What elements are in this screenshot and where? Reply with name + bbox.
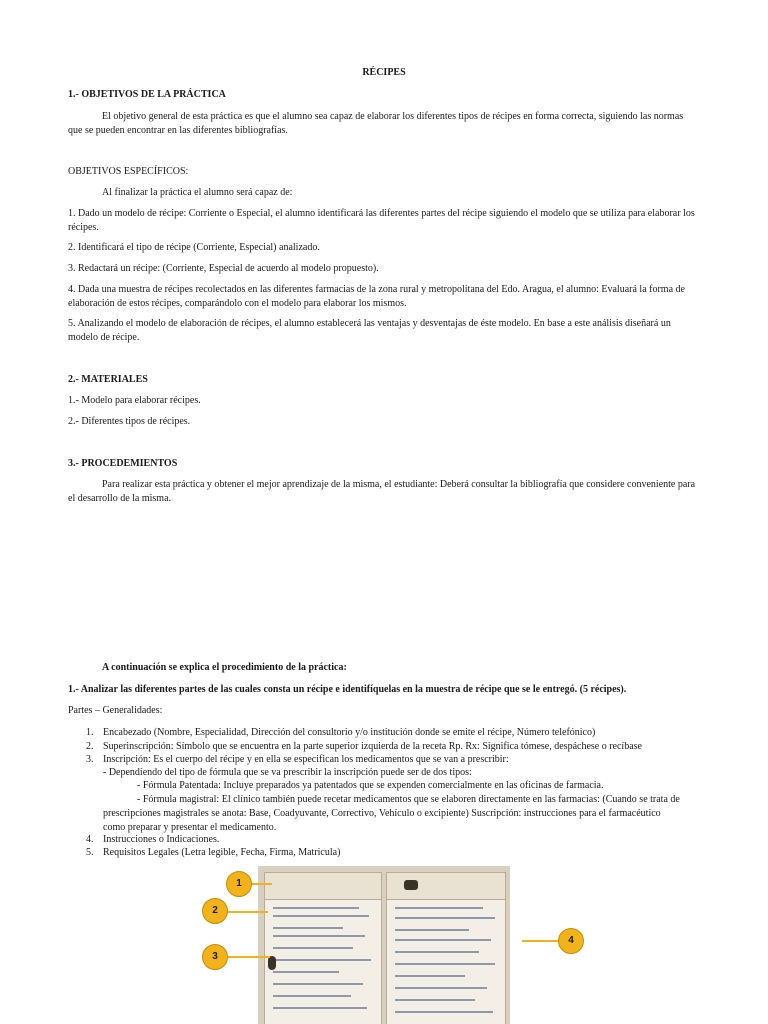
- doc-title: RÉCIPES: [362, 67, 406, 78]
- procedure-heading: A continuación se explica el procedimiento de la práctica:: [102, 662, 347, 673]
- section-2-heading: 2.- MATERIALES: [68, 374, 148, 385]
- list-number: 4.: [86, 834, 94, 845]
- section-1-heading: 1.- OBJETIVOS DE LA PRÁCTICA: [68, 89, 226, 100]
- list-item-requisitos: Requisitos Legales (Letra legible, Fecha, Firma, Matricula): [103, 847, 341, 858]
- list-subitem-magistral: - Fórmula magistral: El clínico también puede recetar medicamentos que se elaboren directamente en las farmacias: (Cuando se trata de prescripciones magistrales se anota: Base, Coadyuvante, Correctivo, Vehículo o excipiente) Suscripción: instrucciones para el farmacéutico como preparar y presentar el medicamento.: [103, 794, 680, 833]
- objetivo-2: 2. Identificará el tipo de récipe (Corriente, Especial) analizado.: [68, 242, 320, 253]
- callout-badge-4: 4: [558, 928, 584, 954]
- objetivo-general: El objetivo general de esta práctica es que el alumno sea capaz de elaborar los diferentes tipos de récipes en forma correcta, siguiendo las normas que se pueden encontrar en las diferentes bibliografías.: [68, 111, 684, 136]
- callout-arrow: [226, 911, 268, 913]
- list-item-instrucciones: Instrucciones o Indicaciones.: [103, 834, 220, 845]
- partes-label: Partes – Generalidades:: [68, 705, 163, 716]
- objetivo-1: 1. Dado un modelo de récipe: Corriente o Especial, el alumno identificará las diferentes partes del récipe siguiendo el modelo que se utiliza para elaborar los récipes.: [68, 208, 695, 233]
- callout-arrow: [250, 883, 272, 885]
- objetivos-intro: Al finalizar la práctica el alumno será capaz de:: [102, 187, 293, 198]
- callout-arrow: [226, 956, 270, 958]
- material-2: 2.- Diferentes tipos de récipes.: [68, 416, 191, 427]
- callout-badge-1: 1: [226, 871, 252, 897]
- list-subitem-patentada: - Fórmula Patentada: Incluye preparados ya patentados que se expenden comercialmente en las oficinas de farmacia.: [137, 780, 604, 791]
- list-subitem-tipos: - Dependiendo del tipo de fórmula que se va prescribir la inscripción puede ser de dos tipos:: [103, 767, 472, 778]
- callout-badge-3: 3: [202, 944, 228, 970]
- callout-badge-2: 2: [202, 898, 228, 924]
- objetivo-3: 3. Redactará un récipe: (Corriente, Especial de acuerdo al modelo propuesto).: [68, 263, 379, 274]
- objetivo-5: 5. Analizando el modelo de elaboración de récipes, el alumno establecerá las ventajas y desventajas de éste modelo. En base a este análisis diseñará un modelo de récipe.: [68, 318, 671, 343]
- material-1: 1.- Modelo para elaborar récipes.: [68, 395, 201, 406]
- recipe-photo: [258, 866, 510, 1024]
- section-3-heading: 3.- PROCEDEMIENTOS: [68, 458, 178, 469]
- list-item-inscripcion: Inscripción: Es el cuerpo del récipe y en ella se especifican los medicamentos que se van a prescribir:: [103, 754, 509, 765]
- recipe-sample-left: [264, 872, 382, 1024]
- objetivo-4: 4. Dada una muestra de récipes recolectados en las diferentes farmacias de la zona rural y metropolitana del Edo. Aragua, el alumno: Evaluará la forma de elaboración de estos récipes, comparándolo con el modelo para elaborar los mismos.: [68, 284, 685, 309]
- list-number: 5.: [86, 847, 94, 858]
- recipe-sample-right: [386, 872, 506, 1024]
- callout-arrow: [522, 940, 560, 942]
- procedimiento-text: Para realizar esta práctica y obtener el mejor aprendizaje de la misma, el estudiante: Deberá consultar la bibliografía que considere conveniente para el desarrollo de la misma.: [68, 479, 696, 504]
- list-item-superinscripcion: Superinscripción: Símbolo que se encuentra en la parte superior izquierda de la receta Rp. Rx: Significa tómese, despáchese o recíbase: [103, 741, 642, 752]
- procedure-step-1: 1.- Analizar las diferentes partes de las cuales consta un récipe e identifíquelas en la muestra de récipe que se le entregó. (5 récipes).: [68, 684, 627, 695]
- list-number: 1.: [86, 727, 94, 738]
- objetivos-especificos-label: OBJETIVOS ESPECÍFICOS:: [68, 166, 189, 177]
- list-number: 2.: [86, 741, 94, 752]
- list-number: 3.: [86, 754, 94, 765]
- list-item-encabezado: Encabezado (Nombre, Especialidad, Dirección del consultorio y/o institución donde se emite el récipe, Número telefónico): [103, 727, 596, 738]
